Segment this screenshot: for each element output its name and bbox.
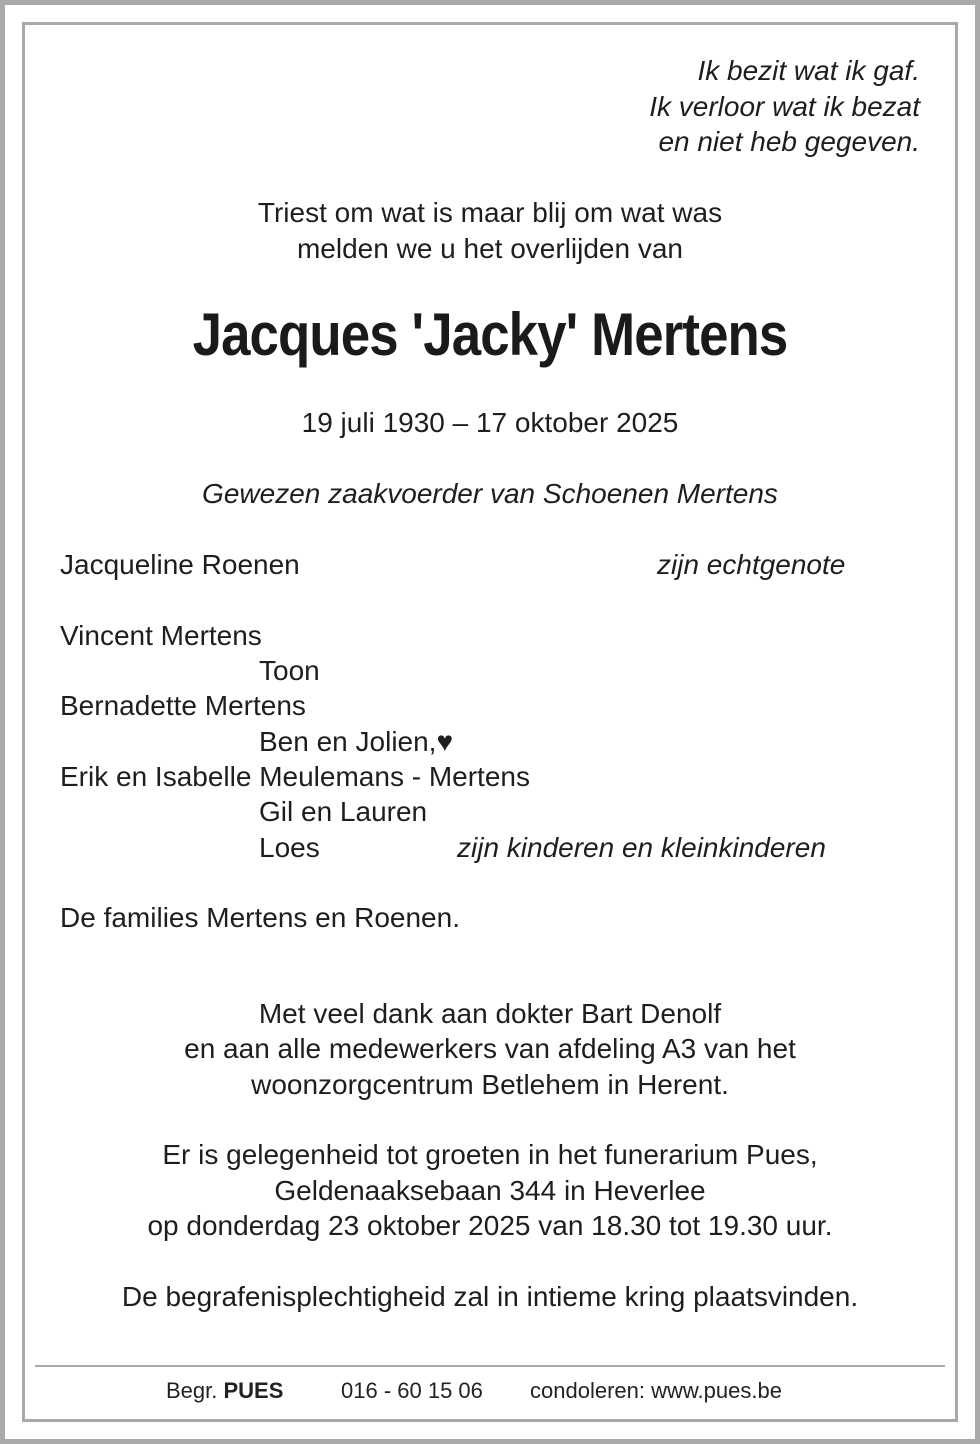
visitation-line-2: Geldenaaksebaan 344 in Heverlee: [274, 1175, 706, 1206]
thanks-line-1: Met veel dank aan dokter Bart Denolf: [258, 998, 722, 1029]
life-dates: 19 juli 1930 – 17 oktober 2025: [301, 407, 679, 438]
grandchild-1: Toon: [259, 655, 320, 686]
grandchild-2: Ben en Jolien,♥: [259, 726, 454, 757]
intro-line-1: Triest om wat is maar blij om wat was: [257, 197, 723, 228]
poem-line-2: Ik verloor wat ik bezat: [649, 91, 920, 122]
grandchild-4: Loes: [259, 832, 320, 863]
occupation: Gewezen zaakvoerder van Schoenen Mertens: [202, 478, 778, 509]
spouse-name: Jacqueline Roenen: [60, 549, 300, 580]
footer-condolence: condoleren: www.pues.be: [530, 1378, 782, 1403]
child-1: Vincent Mertens: [60, 620, 262, 651]
thanks-line-3: woonzorgcentrum Betlehem in Herent.: [251, 1069, 729, 1100]
grandchild-3: Gil en Lauren: [259, 796, 428, 827]
spouse-relation: zijn echtgenote: [657, 549, 846, 580]
footer-prefix: Begr.: [166, 1378, 218, 1403]
deceased-name: Jacques 'Jacky' Mertens: [192, 301, 788, 368]
visitation-line-3: op donderdag 23 oktober 2025 van 18.30 tot 19.30 uur.: [147, 1210, 833, 1241]
children-relation: zijn kinderen en kleinkinderen: [457, 832, 826, 863]
intro-line-2: melden we u het overlijden van: [296, 233, 683, 264]
poem-line-3: en niet heb gegeven.: [658, 126, 920, 157]
funeral-notice: De begrafenisplechtigheid zal in intieme kring plaatsvinden.: [121, 1281, 859, 1312]
child-3: Erik en Isabelle Meulemans - Mertens: [60, 761, 530, 792]
footer-company: PUES: [223, 1378, 284, 1403]
families: De families Mertens en Roenen.: [60, 902, 460, 933]
child-2: Bernadette Mertens: [60, 690, 306, 721]
thanks-line-2: en aan alle medewerkers van afdeling A3 van het: [184, 1033, 796, 1064]
visitation-line-1: Er is gelegenheid tot groeten in het funerarium Pues,: [162, 1139, 818, 1170]
poem-line-1: Ik bezit wat ik gaf.: [697, 55, 920, 86]
footer-divider: [35, 1365, 945, 1367]
footer-undertaker: [166, 1375, 283, 1407]
footer-phone: 016 - 60 15 06: [341, 1378, 483, 1403]
